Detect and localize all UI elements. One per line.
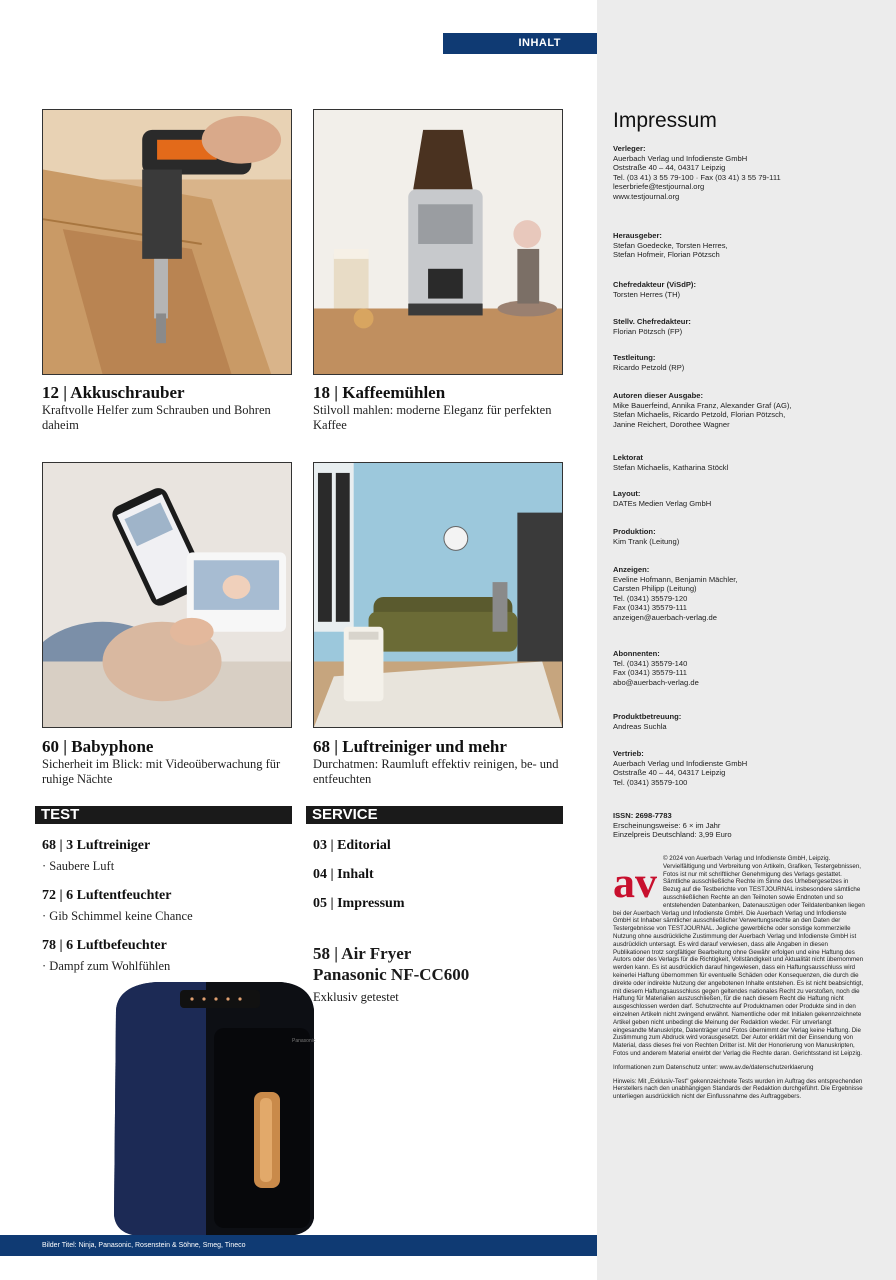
impressum-label: Autoren dieser Ausgabe: (613, 391, 704, 400)
svg-text:av: av (613, 858, 657, 905)
airfryer-desc: Exklusiv getestet (313, 990, 399, 1004)
feature-desc: Kraftvolle Helfer zum Schrauben und Bohren daheim (42, 403, 271, 432)
impressum-block (613, 811, 883, 840)
privacy-text: Informationen zum Datenschutz unter: www.av.de/datenschutzerklaerung (613, 1063, 814, 1071)
test-section-header: TEST (35, 806, 292, 824)
impressum-line: Stefan Michaelis, Ricardo Petzold, Florian Pötzsch, (613, 410, 786, 420)
impressum-label: Herausgeber: (613, 231, 662, 240)
impressum-block (613, 391, 883, 429)
impressum-block (613, 565, 883, 623)
impressum-line: Tel. (0341) 35579-120 (613, 593, 688, 603)
impressum-line: Fax (0341) 35579-111 (613, 668, 688, 678)
section-tab: INHALT (443, 33, 597, 54)
impressum-line: Ricardo Petzold (RP) (613, 362, 685, 372)
impressum-block (613, 453, 883, 472)
impressum-line[interactable]: anzeigen@auerbach-verlag.de (613, 612, 717, 622)
impressum-label: Produktion: (613, 527, 656, 536)
living-room-photo (313, 462, 563, 728)
impressum-line: Florian Pötzsch (FP) (613, 326, 683, 336)
impressum-line: Stefan Michaelis, Katharina Stöckl (613, 462, 729, 472)
legal-notice (613, 855, 866, 1107)
toc-subtitle: · Dampf zum Wohlfühlen (42, 959, 171, 973)
impressum-line: Eveline Hofmann, Benjamin Mächler, (613, 574, 738, 584)
impressum-label: Produktbetreuung: (613, 712, 682, 721)
impressum-label: Chefredakteur (ViSdP): (613, 280, 696, 289)
toc-entry[interactable]: 68 | 3 Luftreiniger (42, 838, 151, 853)
impressum-line: DATEs Medien Verlag GmbH (613, 498, 712, 508)
impressum-line: Auerbach Verlag und Infodienste GmbH (613, 758, 748, 768)
impressum-block (613, 353, 883, 372)
impressum-line: Torsten Herres (TH) (613, 289, 681, 299)
feature-title[interactable]: 12 | Akkuschrauber (42, 383, 185, 402)
impressum-title: Impressum (613, 109, 717, 132)
impressum-block (613, 144, 883, 202)
impressum-line: Carsten Philipp (Leitung) (613, 584, 697, 594)
toc-entry[interactable]: 05 | Impressum (313, 896, 405, 911)
exclusive-test-hint: Hinweis: Mit „Exklusiv-Test" gekennzeichnete Tests wurden im Auftrag des entsprechenden Herstellers nach den unabhängigen Standards der Redaktion durchgeführt. Die Ergebnisse unterliegen ausdrücklich nicht der Einflussnahme des Auftraggebers. (613, 1077, 863, 1101)
toc-subtitle: · Saubere Luft (42, 859, 115, 873)
impressum-line: Erscheinungsweise: 6 × im Jahr (613, 820, 721, 830)
impressum-label: Verleger: (613, 144, 646, 153)
toc-entry[interactable]: 78 | 6 Luftbefeuchter (42, 938, 167, 953)
impressum-label: ISSN: 2698-7783 (613, 811, 672, 820)
impressum-line: Janine Reichert, Dorothee Wagner (613, 419, 730, 429)
impressum-label: Abonnenten: (613, 649, 660, 658)
feature-desc: Stilvoll mahlen: moderne Eleganz für perfekten Kaffee (313, 403, 552, 432)
service-section-header: SERVICE (306, 806, 563, 824)
impressum-line: Oststraße 40 – 44, 04317 Leipzig (613, 163, 726, 173)
toc-entry[interactable]: 03 | Editorial (313, 838, 391, 853)
impressum-label: Layout: (613, 489, 641, 498)
publisher-logo (613, 857, 657, 905)
impressum-line: Einzelpreis Deutschland: 3,99 Euro (613, 830, 732, 840)
impressum-line: Oststraße 40 – 44, 04317 Leipzig (613, 768, 726, 778)
feature-desc: Durchatmen: Raumluft effektiv reinigen, be- und entfeuchten (313, 757, 559, 786)
baby-monitor-photo (42, 462, 292, 728)
airfryer-title[interactable] (313, 943, 593, 985)
toc-entry[interactable]: 04 | Inhalt (313, 867, 374, 882)
impressum-block (613, 317, 883, 336)
impressum-line: Stefan Goedecke, Torsten Herres, (613, 240, 728, 250)
impressum-block (613, 649, 883, 687)
airfryer-image (96, 980, 320, 1238)
feature-title[interactable]: 18 | Kaffeemühlen (313, 383, 446, 402)
impressum-label: Stellv. Chefredakteur: (613, 317, 691, 326)
impressum-block (613, 527, 883, 546)
impressum-block (613, 489, 883, 508)
impressum-line[interactable]: leserbriefe@testjournal.org (613, 182, 705, 192)
brand-label: Panasonic (292, 1038, 316, 1044)
impressum-line: Fax (0341) 35579-111 (613, 603, 688, 613)
impressum-line: Auerbach Verlag und Infodienste GmbH (613, 153, 748, 163)
feature-title[interactable]: 68 | Luftreiniger und mehr (313, 737, 507, 756)
feature-desc: Sicherheit im Blick: mit Videoüberwachung für ruhige Nächte (42, 757, 281, 786)
impressum-line[interactable]: www.testjournal.org (613, 191, 680, 201)
impressum-line: Kim Trank (Leitung) (613, 536, 680, 546)
impressum-label: Anzeigen: (613, 565, 650, 574)
impressum-block (613, 712, 883, 731)
coffee-grinder-photo (313, 109, 563, 375)
impressum-label: Lektorat (613, 453, 643, 462)
impressum-label: Vertrieb: (613, 749, 644, 758)
photo-credits: Bilder Titel: Ninja, Panasonic, Rosenstein & Söhne, Smeg, Tineco (0, 1235, 597, 1256)
toc-subtitle: · Gib Schimmel keine Chance (42, 909, 193, 923)
airfryer-title-line1: 58 | Air Fryer (313, 944, 412, 963)
impressum-block (613, 280, 883, 299)
airfryer-title-line2: Panasonic NF-CC600 (313, 965, 470, 984)
toc-entry[interactable]: 72 | 6 Luftentfeuchter (42, 888, 172, 903)
feature-title[interactable]: 60 | Babyphone (42, 737, 154, 756)
copyright-text: © 2024 von Auerbach Verlag und Infodienste GmbH, Leipzig. Vervielfältigung und Verbreitung von Artikeln, Grafiken, Testergebnissen, Fotos ist nur mit schriftlicher Genehmigung des Verlags gestattet. Sämtliche ausschließliche Rechte im Sinne des Urhebergesetzes in Bezug auf die Testberichte von TESTJOURNAL insbesondere sämtliche ausschließlichen Rechte an den Teilnoten sowie Endnoten und so entstehenden Datenbanken, Datenauszügen oder Teildatenbanken liegen bei der Auerbach Verlag und Infodienste GmbH. Die Auerbach Verlag und Infodienste GmbH ist Inhaber sämtlicher ausschließlicher Verwertungsrechte an den Daten der Testergebnisse von TESTJOURNAL. Jegliche gewerbliche oder sonstige kommerzielle Nutzung ohne ausdrückliche Zustimmung der Auerbach Verlag und Infodienste GmbH ist ausdrücklich untersagt. Es wird darauf verwiesen, dass alle Angaben in diesen Publikationen trotz sorgfältiger Bearbeitung ohne Gewähr erfolgen und eine Haftung des Autors oder des Verlags für die Richtigkeit, Vollständigkeit und Aktualität nicht übernommen werden kann. Es ist ausdrücklich darauf hingewiesen, dass ein Haftungsausschluss wird keinerlei Haftung übernommen für eventuelle Schäden oder Konsequenzen, die durch die direkte oder indirekte Nutzung der angebotenen Inhalte entstehen. Es ist nicht beabsichtigt, mit diesem Haftungsausschluss gegen geltendes nationales Recht zu verstoßen, noch die Haftung für Materialien auszuschließen, für die nach diesem Recht die Haftung nicht ausgeschlossen werden darf. Schutzrechte auf Produktnamen oder Produkte sind in den einzelnen Artikeln nicht zwingend erwähnt. Namentliche oder mit Initialen gekennzeichnete Artikel geben nicht unbedingt die Meinung der Redaktion wieder. Für unverlangt eingesandte Manuskripte, Datenträger und Fotos übernimmt der Verlag keine Haftung. Die Zustimmung zum Abdruck wird vorausgesetzt. Der Autor erklärt mit der Einsendung von Material, dass dieses frei von Rechten Dritter ist. Mit der Honorierung von Manuskripten, Fotos und anderem Material erwirbt der Verlag die Rechte daran. Gerichtsstand ist Leipzig. (613, 855, 865, 1057)
impressum-block (613, 749, 883, 787)
impressum-line: Stefan Hofmeir, Florian Pötzsch (613, 250, 720, 260)
impressum-block (613, 231, 883, 260)
impressum-line: Tel. (0341) 35579-100 (613, 777, 688, 787)
impressum-line: Andreas Suchla (613, 721, 667, 731)
impressum-line[interactable]: abo@auerbach-verlag.de (613, 677, 699, 687)
drill-photo (42, 109, 292, 375)
impressum-label: Testleitung: (613, 353, 656, 362)
impressum-line: Mike Bauerfeind, Annika Franz, Alexander Graf (AG), (613, 400, 792, 410)
impressum-line: Tel. (0341) 35579-140 (613, 658, 688, 668)
impressum-line: Tel. (03 41) 3 55 79-100 · Fax (03 41) 3 55 79-111 (613, 172, 781, 182)
